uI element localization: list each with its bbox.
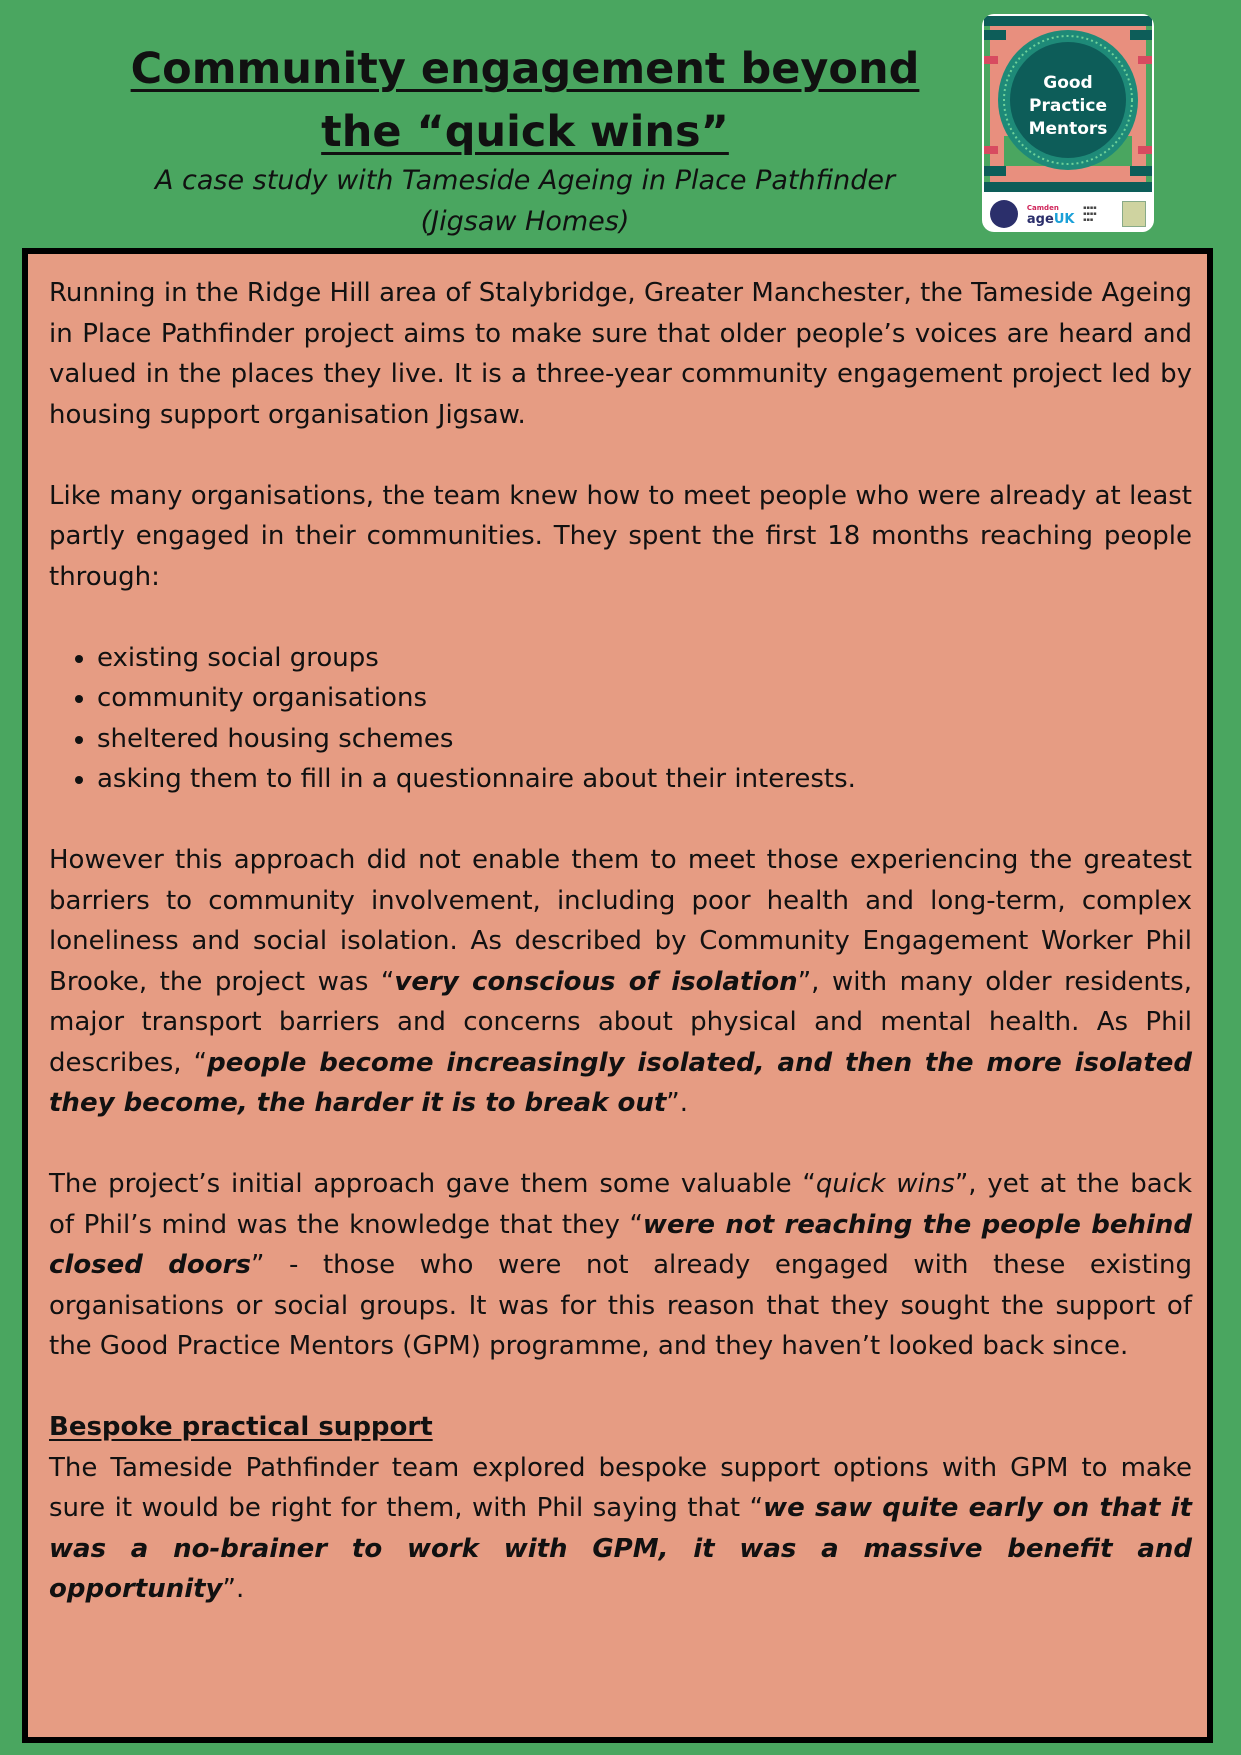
list-item: • existing social groups [97,638,1192,679]
logo-text [982,72,1154,141]
subtitle-line-1: A case study with Tameside Ageing in Place Pathfinder [154,165,896,196]
paragraph-engagement: Like many organisations, the team knew how to meet people who were already at least partly engaged in their communities. They spent the first 18 months reaching people through: [49,480,1192,592]
quote-emphasis: very conscious of isolation [394,966,798,997]
text-run: ”, yet at the back of Phil’s mind was the knowledge that they “ [49,1169,1192,1240]
paragraph-quick-wins [49,1164,1192,1367]
title-line-2: the “quick wins” [321,107,729,157]
text-run: ” - those who were not already engaged with these existing organisations or social groups. It was for this reason that they sought the support of the Good Practice Mentors (GPM) programme, and they haven’t looked back since. [49,1250,1193,1361]
subtitle-line-2: (Jigsaw Homes) [420,206,630,237]
title-line-1: Community engagement beyond [130,44,920,94]
text-run: ”. [222,1574,245,1604]
quote-emphasis: people become increasingly isolated, and then the more isolated they become, the harder it is to break out [49,1047,1192,1118]
logo-line-3: Mentors [1028,119,1108,139]
page-subtitle [100,160,950,242]
age-uk-camden-label: Camden [1026,204,1059,212]
paragraph-barriers [49,840,1192,1124]
paragraph-intro: Running in the Ridge Hill area of Stalybridge, Greater Manchester, the Tameside Ageing in Place Pathfinder project aims to make sure that older people’s voices are heard and valued in the places they live. It is a three-year community engagement project led by housing support organisation Jigsaw. [49,278,1192,430]
age-uk-logo [1027,202,1075,226]
quote-emphasis: we saw quite early on that it was a no-brainer to work with GPM, it was a massive benefit and opportunity [49,1493,1192,1604]
section-heading: Bespoke practical support [49,1412,433,1442]
header [0,0,1241,245]
page-title [100,38,950,164]
quote-emphasis: were not reaching the people behind closed doors [49,1209,1192,1280]
list-item: • sheltered housing schemes [97,719,1192,760]
text-run: However this approach did not enable them to meet those experiencing the greatest barriers to community involvement, including poor health and long-term, complex loneliness and social isolation. As described by Community Engagement Worker Phil Brooke, the project was “ [49,845,1192,997]
text-run: ”. [666,1088,689,1118]
logo-line-2: Practice [1029,96,1107,116]
age-uk-age: age [1026,212,1054,227]
content-box [22,248,1213,1743]
bullet-list [49,638,1192,800]
partner-logos [982,196,1154,232]
text-run: ”, with many older residents, major transport barriers and concerns about physical and mental health. As Phil describes, “ [49,966,1192,1078]
paragraph-bespoke [49,1407,1192,1610]
age-uk-uk: UK [1053,212,1075,227]
partner-badge-icon [990,200,1018,228]
text-run: The project’s initial approach gave them some valuable “ [49,1169,816,1199]
partner-crest-icon [1122,201,1146,227]
list-item: • community organisations [97,678,1192,719]
article-body [49,273,1192,1650]
good-practice-mentors-logo [982,14,1154,232]
partner-text-logo-icon: ▪▪▪▪ ▪▪▪▪ ▪▪▪ [1083,205,1097,223]
logo-line-1: Good [1043,73,1093,93]
quote-italic: quick wins [815,1169,955,1199]
list-item: • asking them to fill in a questionnaire about their interests. [97,759,1192,800]
text-run: The Tameside Pathfinder team explored bespoke support options with GPM to make sure it would be right for them, with Phil saying that “ [49,1452,1192,1523]
